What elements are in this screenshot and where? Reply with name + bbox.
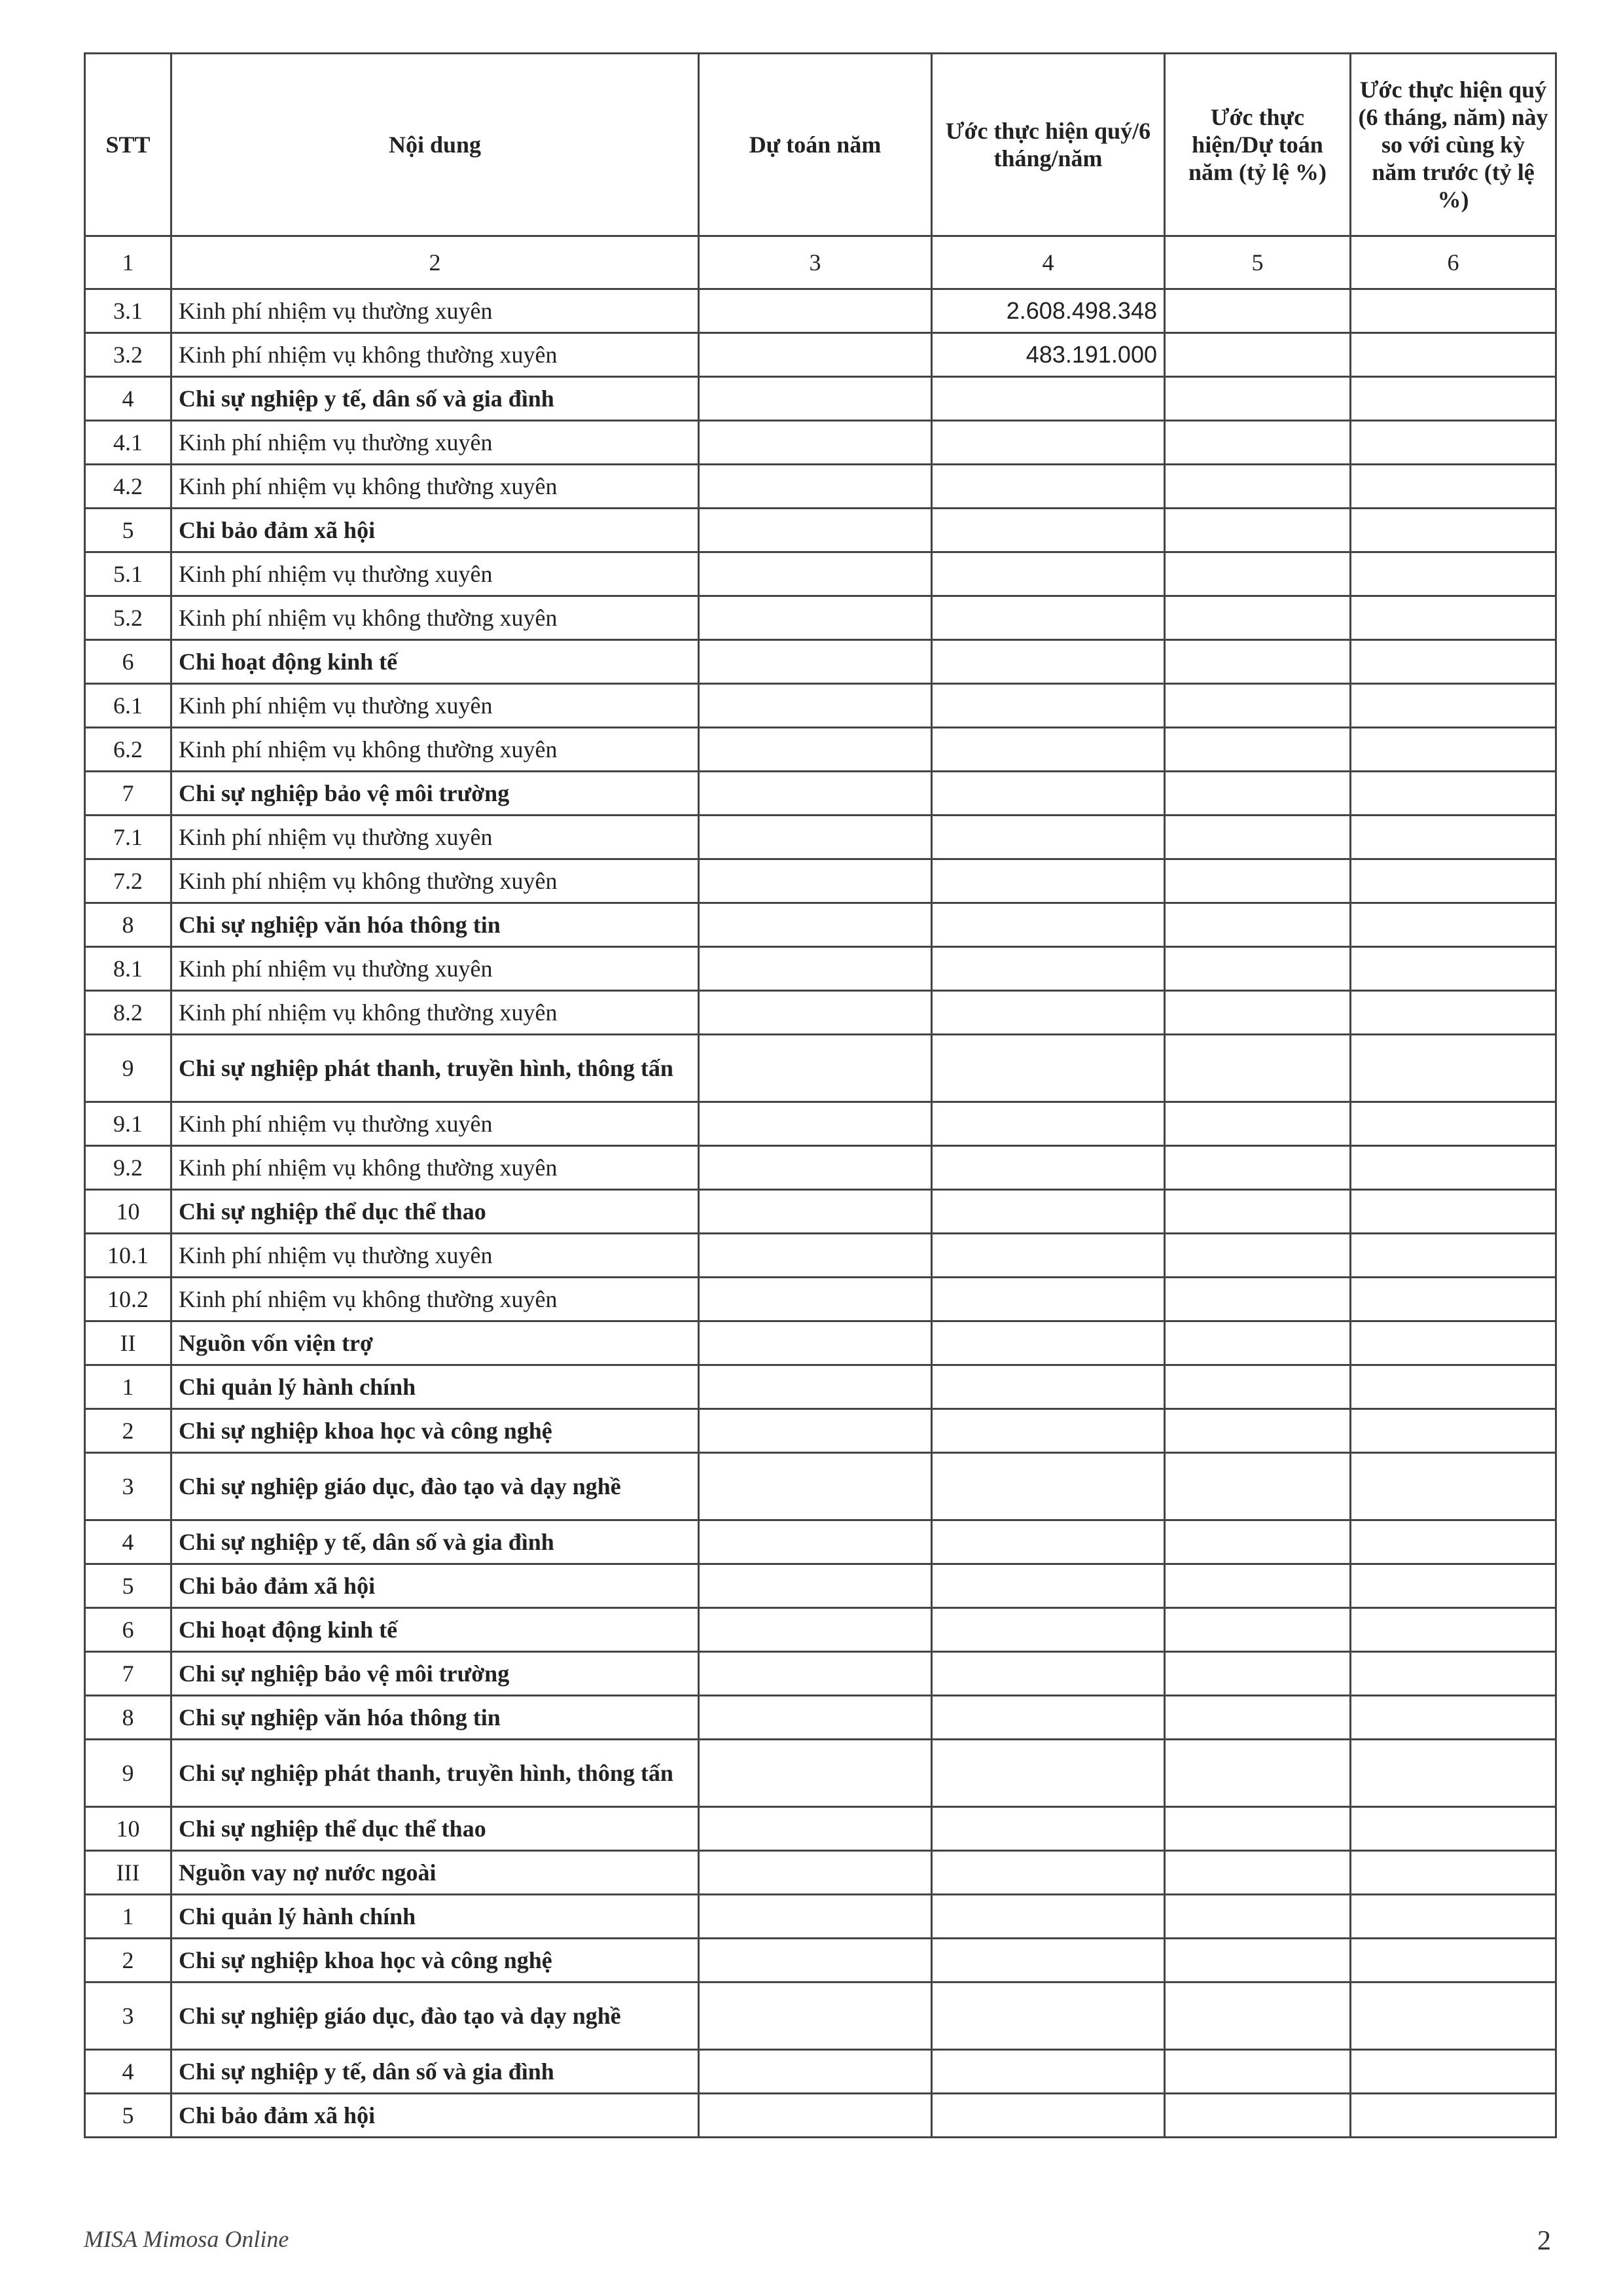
row-ty-le-cung-ky	[1351, 2050, 1556, 2094]
row-content: Kinh phí nhiệm vụ không thường xuyên	[171, 1146, 699, 1190]
row-stt: 3.1	[85, 289, 171, 333]
row-du-toan	[699, 1365, 932, 1409]
row-du-toan	[699, 1278, 932, 1321]
row-ty-le-du-toan	[1165, 1190, 1351, 1234]
row-uoc-thuc-hien	[932, 1652, 1165, 1696]
row-ty-le-cung-ky	[1351, 596, 1556, 640]
row-ty-le-cung-ky	[1351, 772, 1556, 816]
table-row	[85, 1190, 1556, 1234]
row-content: Kinh phí nhiệm vụ thường xuyên	[171, 1234, 699, 1278]
row-ty-le-cung-ky	[1351, 421, 1556, 465]
row-stt: III	[85, 1851, 171, 1895]
row-uoc-thuc-hien	[932, 2094, 1165, 2138]
table-row	[85, 1851, 1556, 1895]
row-uoc-thuc-hien	[932, 1608, 1165, 1652]
row-content: Kinh phí nhiệm vụ không thường xuyên	[171, 596, 699, 640]
row-uoc-thuc-hien	[932, 1453, 1165, 1520]
row-uoc-thuc-hien	[932, 1939, 1165, 1982]
table-row	[85, 1982, 1556, 2050]
row-uoc-thuc-hien: 2.608.498.348	[932, 289, 1165, 333]
row-stt: 5.2	[85, 596, 171, 640]
row-uoc-thuc-hien	[932, 1409, 1165, 1453]
row-content: Chi bảo đảm xã hội	[171, 509, 699, 552]
row-ty-le-cung-ky	[1351, 1982, 1556, 2050]
header-du-toan-nam: Dự toán năm	[699, 54, 932, 236]
row-uoc-thuc-hien	[932, 1520, 1165, 1564]
row-stt: 5.1	[85, 552, 171, 596]
row-content: Chi sự nghiệp thể dục thể thao	[171, 1190, 699, 1234]
table-body	[85, 289, 1556, 2138]
row-ty-le-cung-ky	[1351, 1652, 1556, 1696]
row-stt: 10.1	[85, 1234, 171, 1278]
row-content: Chi sự nghiệp văn hóa thông tin	[171, 903, 699, 947]
table-row	[85, 684, 1556, 728]
row-stt: 4.1	[85, 421, 171, 465]
row-content: Kinh phí nhiệm vụ thường xuyên	[171, 552, 699, 596]
row-content: Chi sự nghiệp bảo vệ môi trường	[171, 1652, 699, 1696]
table-row	[85, 1035, 1556, 1102]
row-uoc-thuc-hien	[932, 1234, 1165, 1278]
row-ty-le-cung-ky	[1351, 1608, 1556, 1652]
row-du-toan	[699, 1851, 932, 1895]
row-stt: 10	[85, 1190, 171, 1234]
row-ty-le-cung-ky	[1351, 1895, 1556, 1939]
page-number: 2	[1537, 2226, 1551, 2256]
row-ty-le-cung-ky	[1351, 1564, 1556, 1608]
row-du-toan	[699, 1190, 932, 1234]
row-du-toan	[699, 903, 932, 947]
table-row	[85, 1652, 1556, 1696]
header-uoc-cung-ky: Ước thực hiện quý (6 tháng, năm) này so với cùng kỳ năm trước (tỷ lệ %)	[1351, 54, 1556, 236]
row-stt: 7.2	[85, 859, 171, 903]
row-du-toan	[699, 1564, 932, 1608]
row-content: Kinh phí nhiệm vụ không thường xuyên	[171, 465, 699, 509]
row-uoc-thuc-hien	[932, 1982, 1165, 2050]
row-uoc-thuc-hien	[932, 1102, 1165, 1146]
row-ty-le-cung-ky	[1351, 991, 1556, 1035]
row-du-toan	[699, 1409, 932, 1453]
row-stt: 4.2	[85, 465, 171, 509]
row-ty-le-du-toan	[1165, 1564, 1351, 1608]
row-uoc-thuc-hien	[932, 421, 1165, 465]
row-du-toan	[699, 377, 932, 421]
row-du-toan	[699, 552, 932, 596]
row-ty-le-cung-ky	[1351, 684, 1556, 728]
row-uoc-thuc-hien	[932, 1146, 1165, 1190]
row-content: Nguồn vay nợ nước ngoài	[171, 1851, 699, 1895]
row-ty-le-cung-ky	[1351, 1520, 1556, 1564]
column-number: 4	[932, 236, 1165, 289]
header-uoc-du-toan: Ước thực hiện/Dự toán năm (tỷ lệ %)	[1165, 54, 1351, 236]
row-du-toan	[699, 289, 932, 333]
row-ty-le-du-toan	[1165, 1035, 1351, 1102]
row-uoc-thuc-hien	[932, 1740, 1165, 1807]
row-ty-le-du-toan	[1165, 1895, 1351, 1939]
row-stt: 10	[85, 1807, 171, 1851]
table-row	[85, 772, 1556, 816]
row-uoc-thuc-hien	[932, 859, 1165, 903]
row-uoc-thuc-hien	[932, 1190, 1165, 1234]
row-ty-le-du-toan	[1165, 552, 1351, 596]
row-content: Chi hoạt động kinh tế	[171, 1608, 699, 1652]
row-ty-le-cung-ky	[1351, 1696, 1556, 1740]
row-uoc-thuc-hien	[932, 465, 1165, 509]
table-row	[85, 2050, 1556, 2094]
row-du-toan	[699, 1234, 932, 1278]
row-du-toan	[699, 1608, 932, 1652]
row-uoc-thuc-hien	[932, 772, 1165, 816]
table-row	[85, 2094, 1556, 2138]
row-ty-le-cung-ky	[1351, 728, 1556, 772]
row-ty-le-du-toan	[1165, 289, 1351, 333]
row-content: Chi sự nghiệp thể dục thể thao	[171, 1807, 699, 1851]
row-content: Chi sự nghiệp y tế, dân số và gia đình	[171, 2050, 699, 2094]
row-du-toan	[699, 1453, 932, 1520]
row-ty-le-du-toan	[1165, 1851, 1351, 1895]
row-ty-le-du-toan	[1165, 640, 1351, 684]
row-stt: 8	[85, 903, 171, 947]
row-ty-le-cung-ky	[1351, 377, 1556, 421]
row-ty-le-du-toan	[1165, 1982, 1351, 2050]
row-stt: 7	[85, 772, 171, 816]
row-du-toan	[699, 728, 932, 772]
row-du-toan	[699, 1740, 932, 1807]
row-uoc-thuc-hien	[932, 596, 1165, 640]
row-stt: 9.2	[85, 1146, 171, 1190]
column-number: 1	[85, 236, 171, 289]
table-row	[85, 1234, 1556, 1278]
row-uoc-thuc-hien	[932, 903, 1165, 947]
row-du-toan	[699, 596, 932, 640]
row-stt: 8.1	[85, 947, 171, 991]
table-row	[85, 947, 1556, 991]
row-content: Kinh phí nhiệm vụ thường xuyên	[171, 684, 699, 728]
row-ty-le-cung-ky	[1351, 465, 1556, 509]
row-du-toan	[699, 684, 932, 728]
table-row	[85, 377, 1556, 421]
row-ty-le-du-toan	[1165, 1146, 1351, 1190]
table-row	[85, 1696, 1556, 1740]
row-stt: 4	[85, 1520, 171, 1564]
row-uoc-thuc-hien	[932, 640, 1165, 684]
table-row	[85, 333, 1556, 377]
row-stt: 7	[85, 1652, 171, 1696]
row-content: Kinh phí nhiệm vụ thường xuyên	[171, 289, 699, 333]
table-row	[85, 903, 1556, 947]
row-ty-le-du-toan	[1165, 509, 1351, 552]
row-ty-le-du-toan	[1165, 1807, 1351, 1851]
row-content: Kinh phí nhiệm vụ không thường xuyên	[171, 333, 699, 377]
row-stt: II	[85, 1321, 171, 1365]
row-du-toan	[699, 991, 932, 1035]
column-number: 3	[699, 236, 932, 289]
row-uoc-thuc-hien	[932, 684, 1165, 728]
table-row	[85, 1146, 1556, 1190]
table-row	[85, 728, 1556, 772]
row-ty-le-du-toan	[1165, 816, 1351, 859]
table-row	[85, 552, 1556, 596]
table-row	[85, 1453, 1556, 1520]
row-du-toan	[699, 1146, 932, 1190]
row-stt: 10.2	[85, 1278, 171, 1321]
row-ty-le-du-toan	[1165, 947, 1351, 991]
row-ty-le-cung-ky	[1351, 552, 1556, 596]
row-du-toan	[699, 859, 932, 903]
row-content: Chi quản lý hành chính	[171, 1895, 699, 1939]
table-row	[85, 1740, 1556, 1807]
row-content: Chi sự nghiệp bảo vệ môi trường	[171, 772, 699, 816]
row-ty-le-cung-ky	[1351, 1035, 1556, 1102]
row-ty-le-du-toan	[1165, 465, 1351, 509]
row-content: Chi quản lý hành chính	[171, 1365, 699, 1409]
row-ty-le-du-toan	[1165, 1365, 1351, 1409]
row-stt: 7.1	[85, 816, 171, 859]
row-stt: 6.1	[85, 684, 171, 728]
row-du-toan	[699, 772, 932, 816]
row-ty-le-cung-ky	[1351, 333, 1556, 377]
table-row	[85, 421, 1556, 465]
row-uoc-thuc-hien	[932, 1807, 1165, 1851]
budget-table	[84, 52, 1557, 2138]
row-content: Chi sự nghiệp phát thanh, truyền hình, thông tấn	[171, 1740, 699, 1807]
row-du-toan	[699, 509, 932, 552]
row-uoc-thuc-hien	[932, 1696, 1165, 1740]
table-row	[85, 1278, 1556, 1321]
row-ty-le-cung-ky	[1351, 1234, 1556, 1278]
row-content: Kinh phí nhiệm vụ thường xuyên	[171, 816, 699, 859]
row-ty-le-du-toan	[1165, 1321, 1351, 1365]
row-du-toan	[699, 1102, 932, 1146]
row-uoc-thuc-hien	[932, 552, 1165, 596]
row-ty-le-du-toan	[1165, 1740, 1351, 1807]
row-content: Kinh phí nhiệm vụ thường xuyên	[171, 421, 699, 465]
row-du-toan	[699, 2094, 932, 2138]
row-du-toan	[699, 1035, 932, 1102]
table-row	[85, 1409, 1556, 1453]
row-ty-le-cung-ky	[1351, 1146, 1556, 1190]
row-uoc-thuc-hien	[932, 1851, 1165, 1895]
row-ty-le-du-toan	[1165, 1652, 1351, 1696]
row-ty-le-du-toan	[1165, 859, 1351, 903]
row-content: Chi bảo đảm xã hội	[171, 2094, 699, 2138]
table-row	[85, 289, 1556, 333]
row-stt: 2	[85, 1939, 171, 1982]
row-du-toan	[699, 947, 932, 991]
row-uoc-thuc-hien	[932, 816, 1165, 859]
column-number: 6	[1351, 236, 1556, 289]
row-ty-le-du-toan	[1165, 1409, 1351, 1453]
row-content: Chi hoạt động kinh tế	[171, 640, 699, 684]
table-row	[85, 859, 1556, 903]
row-ty-le-cung-ky	[1351, 1740, 1556, 1807]
row-ty-le-du-toan	[1165, 2050, 1351, 2094]
row-ty-le-cung-ky	[1351, 1807, 1556, 1851]
row-uoc-thuc-hien: 483.191.000	[932, 333, 1165, 377]
row-stt: 6	[85, 1608, 171, 1652]
table-row	[85, 1102, 1556, 1146]
row-content: Kinh phí nhiệm vụ không thường xuyên	[171, 1278, 699, 1321]
table-row	[85, 465, 1556, 509]
row-content: Kinh phí nhiệm vụ không thường xuyên	[171, 859, 699, 903]
row-du-toan	[699, 2050, 932, 2094]
row-ty-le-du-toan	[1165, 1939, 1351, 1982]
row-ty-le-du-toan	[1165, 596, 1351, 640]
row-stt: 9.1	[85, 1102, 171, 1146]
row-content: Chi sự nghiệp khoa học và công nghệ	[171, 1939, 699, 1982]
row-stt: 5	[85, 509, 171, 552]
row-ty-le-cung-ky	[1351, 1190, 1556, 1234]
row-stt: 3	[85, 1453, 171, 1520]
row-stt: 9	[85, 1740, 171, 1807]
header-noi-dung: Nội dung	[171, 54, 699, 236]
header-stt: STT	[85, 54, 171, 236]
column-number: 2	[171, 236, 699, 289]
table-row	[85, 1895, 1556, 1939]
row-content: Nguồn vốn viện trợ	[171, 1321, 699, 1365]
row-content: Chi sự nghiệp khoa học và công nghệ	[171, 1409, 699, 1453]
row-ty-le-du-toan	[1165, 991, 1351, 1035]
row-ty-le-du-toan	[1165, 377, 1351, 421]
row-stt: 4	[85, 377, 171, 421]
row-ty-le-cung-ky	[1351, 1278, 1556, 1321]
row-du-toan	[699, 1807, 932, 1851]
row-content: Kinh phí nhiệm vụ không thường xuyên	[171, 991, 699, 1035]
row-du-toan	[699, 1520, 932, 1564]
row-content: Kinh phí nhiệm vụ thường xuyên	[171, 1102, 699, 1146]
row-ty-le-du-toan	[1165, 333, 1351, 377]
row-uoc-thuc-hien	[932, 377, 1165, 421]
row-uoc-thuc-hien	[932, 1895, 1165, 1939]
row-ty-le-cung-ky	[1351, 1453, 1556, 1520]
row-content: Chi sự nghiệp giáo dục, đào tạo và dạy nghề	[171, 1453, 699, 1520]
row-stt: 4	[85, 2050, 171, 2094]
table-row	[85, 640, 1556, 684]
row-content: Chi sự nghiệp y tế, dân số và gia đình	[171, 1520, 699, 1564]
table-row	[85, 1939, 1556, 1982]
row-stt: 3.2	[85, 333, 171, 377]
row-ty-le-du-toan	[1165, 728, 1351, 772]
row-stt: 1	[85, 1365, 171, 1409]
row-du-toan	[699, 1696, 932, 1740]
row-ty-le-du-toan	[1165, 1608, 1351, 1652]
column-number: 5	[1165, 236, 1351, 289]
row-ty-le-cung-ky	[1351, 1102, 1556, 1146]
table-row	[85, 509, 1556, 552]
row-ty-le-du-toan	[1165, 1453, 1351, 1520]
table-row	[85, 1564, 1556, 1608]
row-ty-le-cung-ky	[1351, 903, 1556, 947]
table-row	[85, 1365, 1556, 1409]
row-ty-le-cung-ky	[1351, 640, 1556, 684]
row-stt: 8.2	[85, 991, 171, 1035]
row-du-toan	[699, 640, 932, 684]
row-ty-le-du-toan	[1165, 1696, 1351, 1740]
row-content: Chi sự nghiệp giáo dục, đào tạo và dạy nghề	[171, 1982, 699, 2050]
row-stt: 5	[85, 2094, 171, 2138]
row-du-toan	[699, 1321, 932, 1365]
row-ty-le-du-toan	[1165, 903, 1351, 947]
row-du-toan	[699, 1939, 932, 1982]
row-stt: 1	[85, 1895, 171, 1939]
table-row	[85, 1608, 1556, 1652]
row-du-toan	[699, 816, 932, 859]
row-ty-le-cung-ky	[1351, 2094, 1556, 2138]
row-ty-le-du-toan	[1165, 1102, 1351, 1146]
table-row	[85, 1807, 1556, 1851]
row-content: Chi bảo đảm xã hội	[171, 1564, 699, 1608]
row-du-toan	[699, 1982, 932, 2050]
row-ty-le-cung-ky	[1351, 1939, 1556, 1982]
row-ty-le-cung-ky	[1351, 509, 1556, 552]
table-row	[85, 1520, 1556, 1564]
row-content: Chi sự nghiệp y tế, dân số và gia đình	[171, 377, 699, 421]
row-du-toan	[699, 1895, 932, 1939]
row-stt: 5	[85, 1564, 171, 1608]
row-uoc-thuc-hien	[932, 991, 1165, 1035]
row-uoc-thuc-hien	[932, 1564, 1165, 1608]
row-du-toan	[699, 1652, 932, 1696]
footer-software-name: MISA Mimosa Online	[84, 2226, 289, 2252]
row-ty-le-du-toan	[1165, 1234, 1351, 1278]
row-stt: 9	[85, 1035, 171, 1102]
row-uoc-thuc-hien	[932, 1365, 1165, 1409]
row-ty-le-cung-ky	[1351, 859, 1556, 903]
row-uoc-thuc-hien	[932, 2050, 1165, 2094]
row-ty-le-cung-ky	[1351, 1409, 1556, 1453]
row-ty-le-cung-ky	[1351, 947, 1556, 991]
row-du-toan	[699, 421, 932, 465]
row-du-toan	[699, 465, 932, 509]
row-uoc-thuc-hien	[932, 509, 1165, 552]
header-row	[85, 54, 1556, 236]
row-stt: 2	[85, 1409, 171, 1453]
row-ty-le-cung-ky	[1351, 289, 1556, 333]
row-du-toan	[699, 333, 932, 377]
header-uoc-thuc-hien: Ước thực hiện quý/6 tháng/năm	[932, 54, 1165, 236]
row-ty-le-du-toan	[1165, 684, 1351, 728]
table-row	[85, 816, 1556, 859]
row-ty-le-cung-ky	[1351, 1321, 1556, 1365]
row-stt: 6.2	[85, 728, 171, 772]
row-ty-le-cung-ky	[1351, 816, 1556, 859]
row-uoc-thuc-hien	[932, 728, 1165, 772]
row-content: Kinh phí nhiệm vụ không thường xuyên	[171, 728, 699, 772]
row-content: Chi sự nghiệp văn hóa thông tin	[171, 1696, 699, 1740]
row-ty-le-du-toan	[1165, 1520, 1351, 1564]
table-row	[85, 596, 1556, 640]
row-ty-le-cung-ky	[1351, 1851, 1556, 1895]
row-uoc-thuc-hien	[932, 1278, 1165, 1321]
table-row	[85, 1321, 1556, 1365]
row-stt: 6	[85, 640, 171, 684]
row-ty-le-du-toan	[1165, 421, 1351, 465]
row-ty-le-du-toan	[1165, 1278, 1351, 1321]
row-content: Kinh phí nhiệm vụ thường xuyên	[171, 947, 699, 991]
table-row	[85, 991, 1556, 1035]
row-ty-le-cung-ky	[1351, 1365, 1556, 1409]
row-stt: 8	[85, 1696, 171, 1740]
row-content: Chi sự nghiệp phát thanh, truyền hình, thông tấn	[171, 1035, 699, 1102]
row-uoc-thuc-hien	[932, 1321, 1165, 1365]
row-stt: 3	[85, 1982, 171, 2050]
row-ty-le-du-toan	[1165, 772, 1351, 816]
column-number-row	[85, 236, 1556, 289]
row-uoc-thuc-hien	[932, 947, 1165, 991]
row-uoc-thuc-hien	[932, 1035, 1165, 1102]
row-ty-le-du-toan	[1165, 2094, 1351, 2138]
